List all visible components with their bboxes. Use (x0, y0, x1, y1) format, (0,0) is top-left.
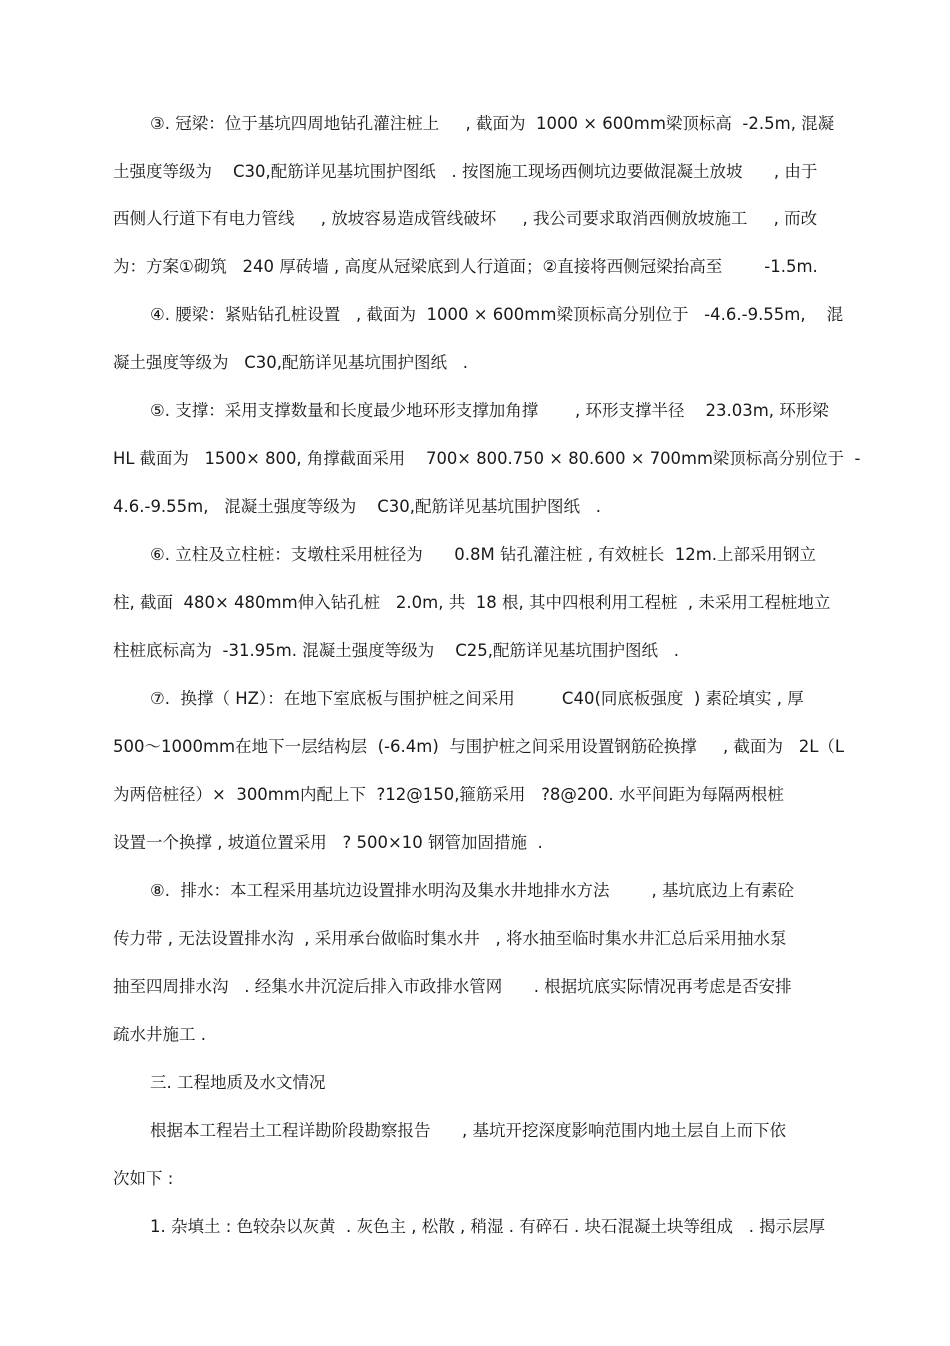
text-line: 柱桩底标高为 -31.95m. 混凝土强度等级为 C25,配筋详见基坑围护图纸 . (113, 641, 679, 660)
text-line: HL 截面为 1500× 800, 角撑截面采用 700× 800.750 × 80.600 × 700mm梁顶标高分别位于 - (113, 449, 861, 468)
text-line: 1. 杂填土 : 色较杂以灰黄 . 灰色主 , 松散 , 稍湿 . 有碎石 . 块石混凝土块等组成 . 揭示层厚 (150, 1217, 826, 1236)
text-line: ⑦. 换撑（ HZ）：在地下室底板与围护桩之间采用 C40(同底板强度 ) 素砼填实 , 厚 (150, 689, 804, 708)
text-line: ⑧. 排水：本工程采用基坑边设置排水明沟及集水井地排水方法 , 基坑底边上有素砼 (150, 881, 794, 900)
section-heading: 三. 工程地质及水文情况 (150, 1073, 326, 1092)
text-line: 疏水井施工 . (113, 1025, 206, 1044)
text-line: 为两倍桩径）× 300mm内配上下 ?12@150,箍筋采用 ?8@200. 水平间距为每隔两根桩 (113, 785, 784, 804)
text-line: 柱, 截面 480× 480mm伸入钻孔桩 2.0m, 共 18 根, 其中四根利用工程桩 , 未采用工程桩地立 (113, 593, 831, 612)
text-line: 设置一个换撑 , 坡道位置采用 ? 500×10 钢管加固措施 . (113, 833, 543, 852)
text-line: 西侧人行道下有电力管线 , 放坡容易造成管线破坏 , 我公司要求取消西侧放坡施工 , 而改 (113, 209, 818, 228)
text-line: 4.6.-9.55m, 混凝土强度等级为 C30,配筋详见基坑围护图纸 . (113, 497, 601, 516)
text-line: 次如下 : (113, 1169, 174, 1188)
text-line: ④. 腰梁：紧贴钻孔桩设置 , 截面为 1000 × 600mm梁顶标高分别位于 -4.6.-9.55m, 混 (150, 305, 844, 324)
text-line: 传力带 , 无法设置排水沟 , 采用承台做临时集水井 , 将水抽至临时集水井汇总后采用抽水泵 (113, 929, 787, 948)
text-line: 500～1000mm在地下一层结构层 (-6.4m) 与围护桩之间采用设置钢筋砼换撑 , 截面为 2L（L (113, 737, 845, 756)
text-line: ⑤. 支撑：采用支撑数量和长度最少地环形支撑加角撑 , 环形支撑半径 23.03m, 环形梁 (150, 401, 829, 420)
text-line: 为：方案①砌筑 240 厚砖墙 , 高度从冠梁底到人行道面；②直接将西侧冠梁抬高至 -1.5m. (113, 257, 818, 276)
text-line: ③. 冠梁：位于基坑四周地钻孔灌注桩上 , 截面为 1000 × 600mm梁顶标高 -2.5m, 混凝 (150, 114, 835, 133)
text-line: ⑥. 立柱及立柱桩：支墩柱采用桩径为 0.8M 钻孔灌注桩 , 有效桩长 12m.上部采用钢立 (150, 545, 817, 564)
text-line: 土强度等级为 C30,配筋详见基坑围护图纸 . 按图施工现场西侧坑边要做混凝土放坡 , 由于 (113, 162, 818, 181)
text-line: 抽至四周排水沟 . 经集水井沉淀后排入市政排水管网 . 根据坑底实际情况再考虑是否安排 (113, 977, 792, 996)
text-line: 根据本工程岩土工程详勘阶段勘察报告 , 基坑开挖深度影响范围内地土层自上而下依 (150, 1121, 786, 1140)
text-line: 凝土强度等级为 C30,配筋详见基坑围护图纸 . (113, 353, 468, 372)
